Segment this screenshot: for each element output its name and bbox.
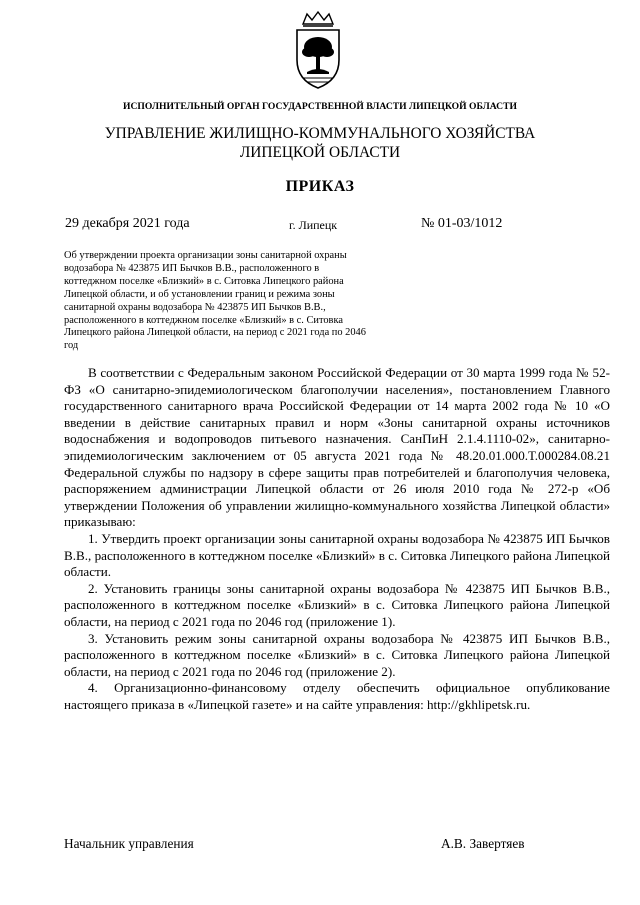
- subject-line: расположенного в коттеджном поселке «Близкий» в с. Ситовка: [64, 314, 343, 326]
- subject-line: год: [64, 340, 79, 352]
- department-name: [0, 124, 640, 162]
- document-type-title: ПРИКАЗ: [285, 178, 355, 195]
- subject-line: Липецкого района Липецкой области, на период с 2021 года по 2046: [64, 327, 366, 339]
- order-item-1: 1. Утвердить проект организации зоны санитарной охраны водозабора № 423875 ИП Бычков В.В., расположенного в коттеджном поселке «Близкий» в с. Ситовка Липецкого района Липецкой области.: [64, 530, 610, 580]
- subject-line: санитарной охраны водозабора № 423875 ИП Бычков В.В.,: [64, 301, 326, 313]
- order-subject: [64, 250, 419, 353]
- order-number: № 01-03/1012: [421, 216, 503, 231]
- order-item-4: 4. Организационно-финансовому отделу обеспечить официальное опубликование настоящего приказа в «Липецкой газете» и на сайте управления: http://gkhlipetsk.ru.: [64, 680, 610, 712]
- subject-line: Об утверждении проекта организации зоны санитарной охраны: [64, 250, 347, 261]
- order-date: 29 декабря 2021 года: [65, 216, 190, 231]
- coat-of-arms-icon: [285, 10, 351, 90]
- subject-line: коттеджном поселке «Близкий» в с. Ситовка Липецкого района: [64, 275, 344, 287]
- preamble-paragraph: В соответствии с Федеральным законом Российской Федерации от 30 марта 1999 года № 52-ФЗ «О санитарно-эпидемиологическом благополучии населения», постановлением Главного государственного санитарного врача Российской Федерации от 14 марта 2002 года № 10 «О введении в действие санитарных правил и норм «Зоны санитарной охраны источников водоснабжения и водопроводов питьевого назначения. СанПиН 2.1.4.1110-02», санитарно-эпидемиологическим заключением от 05 августа 2021 года № 48.20.01.000.Т.000284.08.21 Федеральной службы по надзору в сфере защиты прав потребителей и благополучия человека, распоряжением администрации Липецкой области от 26 июля 2010 года № 272-р «Об утверждении Положения об управлении жилищно-коммунального хозяйства Липецкой области» приказываю:: [64, 365, 610, 530]
- department-line-2: ЛИПЕЦКОЙ ОБЛАСТИ: [239, 144, 401, 161]
- order-item-2: 2. Установить границы зоны санитарной охраны водозабора № 423875 ИП Бычков В.В., расположенного в коттеджном поселке «Близкий» в с. Ситовка Липецкого района Липецкой области, на период с 2021 года по 2046 год (приложение 1).: [64, 580, 610, 629]
- order-place: г. Липецк: [289, 218, 338, 232]
- department-line-1: УПРАВЛЕНИЕ ЖИЛИЩНО-КОММУНАЛЬНОГО ХОЗЯЙСТВА: [104, 125, 536, 142]
- authority-name: ИСПОЛНИТЕЛЬНЫЙ ОРГАН ГОСУДАРСТВЕННОЙ ВЛАСТИ ЛИПЕЦКОЙ ОБЛАСТИ: [123, 101, 517, 112]
- order-body: [64, 365, 610, 713]
- subject-line: водозабора № 423875 ИП Бычков В.В., расположенного в: [64, 262, 320, 274]
- subject-line: Липецкой области, и об установлении границ и режима зоны: [64, 288, 335, 300]
- order-item-3: 3. Установить режим зоны санитарной охраны водозабора № 423875 ИП Бычков В.В., расположенного в коттеджном поселке «Близкий» в с. Ситовка Липецкого района Липецкой области, на период с 2021 года по 2046 год (приложение 2).: [64, 630, 610, 679]
- signatory-name: А.В. Завертяев: [441, 836, 525, 851]
- signatory-title: Начальник управления: [64, 836, 194, 851]
